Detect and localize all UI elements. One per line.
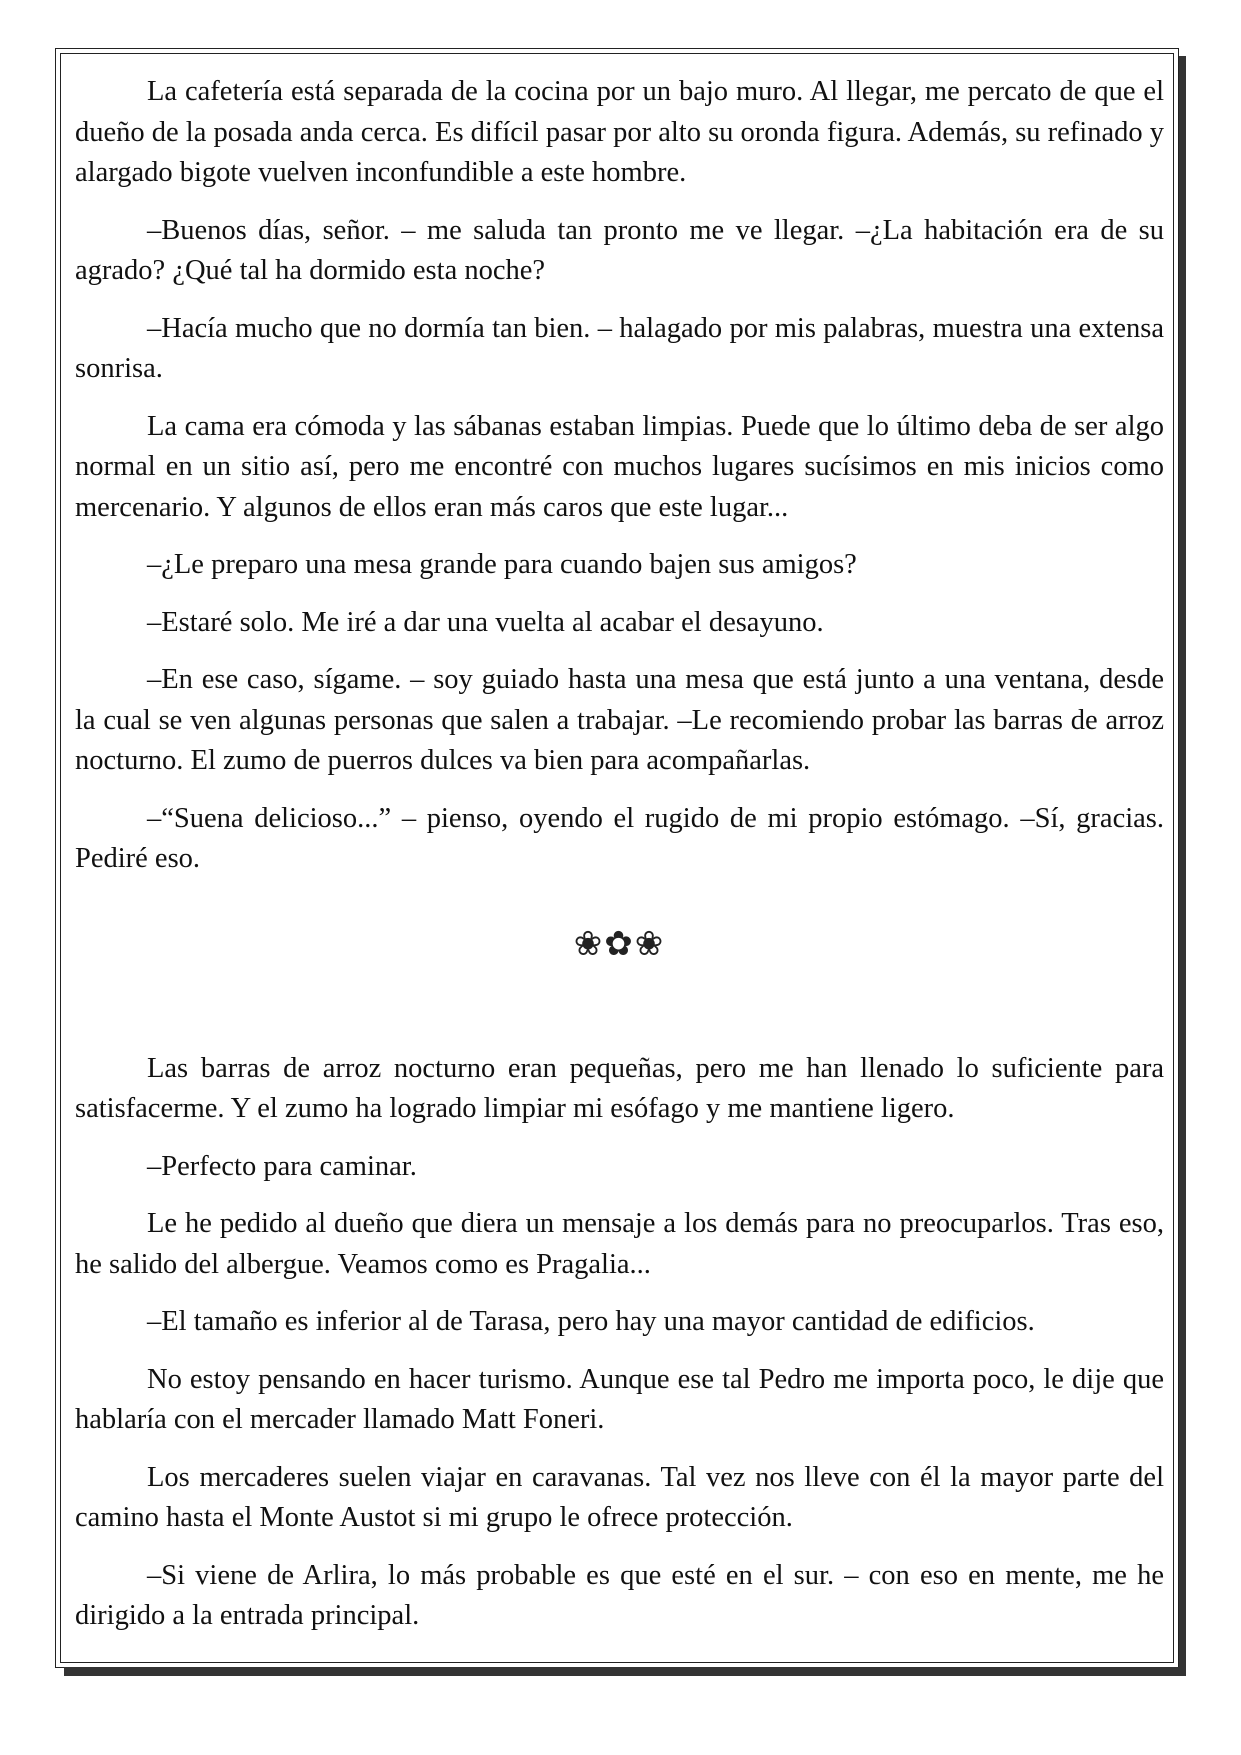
paragraph: La cama era cómoda y las sábanas estaban limpias. Puede que lo último deba de ser algo normal en un sitio así, pero me encontré con muchos lugares sucísimos en mis inicios como mercenario. Y algunos de ellos eran más caros que este lugar... bbox=[75, 410, 1164, 523]
dialogue-paragraph: –En ese caso, sígame. – soy guiado hasta una mesa que está junto a una ventana, desde la cual se ven algunas personas que salen a trabajar. –Le recomiendo probar las barras de arroz nocturno. El zumo de puerros dulces va bien para acompañarlas. bbox=[75, 664, 1164, 776]
page-shadow-right bbox=[1178, 56, 1186, 1676]
document-body bbox=[75, 72, 1164, 1654]
paragraph: No estoy pensando en hacer turismo. Aunque ese tal Pedro me importa poco, le dije que hablaría con el mercader llamado Matt Foneri. bbox=[75, 1363, 1164, 1435]
dialogue-paragraph: –Hacía mucho que no dormía tan bien. – halagado por mis palabras, muestra una extensa sonrisa. bbox=[75, 312, 1164, 384]
scene-break-flower-ornament: ❀✿❀ bbox=[573, 925, 666, 963]
paragraph: La cafetería está separada de la cocina por un bajo muro. Al llegar, me percato de que el dueño de la posada anda cerca. Es difícil pasar por alto su oronda figura. Además, su refinado y alargado bigote vuelven inconfundible a este hombre. bbox=[75, 76, 1164, 188]
paragraph: Las barras de arroz nocturno eran pequeñas, pero me han llenado lo suficiente para satisfacerme. Y el zumo ha logrado limpiar mi esófago y me mantiene ligero. bbox=[75, 1052, 1164, 1124]
dialogue-paragraph: –Estaré solo. Me iré a dar una vuelta al acabar el desayuno. bbox=[147, 606, 824, 638]
dialogue-paragraph: –Buenos días, señor. – me saluda tan pronto me ve llegar. –¿La habitación era de su agrado? ¿Qué tal ha dormido esta noche? bbox=[75, 214, 1164, 286]
dialogue-paragraph: –“Suena delicioso...” – pienso, oyendo el rugido de mi propio estómago. –Sí, gracias. Pediré eso. bbox=[75, 802, 1164, 874]
paragraph: Los mercaderes suelen viajar en caravanas. Tal vez nos lleve con él la mayor parte del camino hasta el Monte Austot si mi grupo le ofrece protección. bbox=[75, 1461, 1164, 1533]
dialogue-paragraph: –El tamaño es inferior al de Tarasa, pero hay una mayor cantidad de edificios. bbox=[147, 1306, 1035, 1337]
dialogue-paragraph: –Si viene de Arlira, lo más probable es que esté en el sur. – con eso en mente, me he dirigido a la entrada principal. bbox=[75, 1559, 1164, 1631]
dialogue-paragraph: –Perfecto para caminar. bbox=[147, 1150, 417, 1182]
paragraph: Le he pedido al dueño que diera un mensaje a los demás para no preocuparlos. Tras eso, he salido del albergue. Veamos como es Pragalia... bbox=[75, 1208, 1164, 1280]
dialogue-paragraph: –¿Le preparo una mesa grande para cuando bajen sus amigos? bbox=[147, 549, 857, 580]
